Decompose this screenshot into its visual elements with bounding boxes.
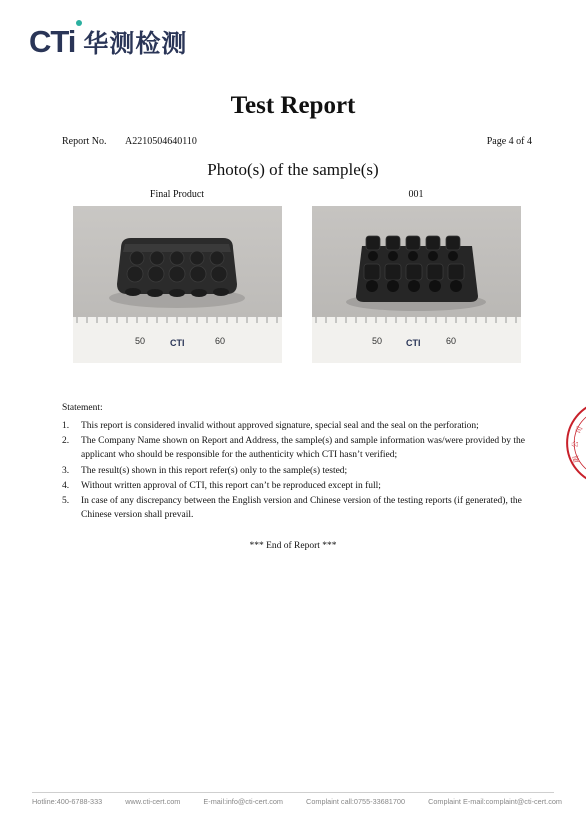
photo-caption-final-product: Final Product bbox=[149, 189, 205, 200]
footer-divider bbox=[32, 792, 554, 793]
footer-complaint-call: Complaint call:0755-33681700 bbox=[306, 797, 406, 806]
photo-caption-001: 001 bbox=[408, 189, 424, 200]
ruler-label-60: 60 bbox=[215, 336, 226, 346]
ruler-logo: CTI bbox=[406, 338, 421, 348]
statement-item-text: In case of any discrepancy between the English version and Chinese version of the testing reports (if generated), the Chinese version shall prevail. bbox=[81, 496, 522, 520]
statement-item-number: 5. bbox=[62, 496, 70, 506]
sample-photo-001 bbox=[312, 206, 521, 363]
footer-website[interactable]: www.cti-cert.com bbox=[125, 797, 181, 806]
company-seal-stamp bbox=[564, 398, 586, 488]
statement-item-number: 3. bbox=[62, 466, 70, 476]
ruler-label-50: 50 bbox=[135, 336, 146, 346]
ruler-label-50: 50 bbox=[372, 336, 383, 346]
report-no-value: A2210504640110 bbox=[125, 136, 197, 147]
svg-text:公: 公 bbox=[571, 440, 580, 449]
cti-logo bbox=[29, 24, 187, 60]
statement-item-number: 2. bbox=[62, 436, 70, 446]
statement-item-text: This report is considered invalid without approved signature, special seal and the seal on the perforation; bbox=[81, 421, 479, 431]
statement-item-text: Without written approval of CTI, this report can’t be reproduced except in full; bbox=[81, 481, 381, 491]
logo-latin: CTi bbox=[29, 24, 75, 60]
end-of-report: *** End of Report *** bbox=[249, 541, 337, 551]
footer-hotline: Hotline:400-6788-333 bbox=[32, 797, 103, 806]
footer bbox=[32, 797, 562, 806]
report-no-label: Report No. bbox=[62, 136, 107, 147]
ruler-label-60: 60 bbox=[446, 336, 457, 346]
page-indicator: Page 4 of 4 bbox=[486, 136, 532, 147]
statement-item-number: 4. bbox=[62, 481, 70, 491]
ruler-logo: CTI bbox=[170, 338, 185, 348]
statement-item-text: The Company Name shown on Report and Address, the sample(s) and sample information was/were provided by the applicant who should be responsible for the authenticity which CTI hasn’t verified; bbox=[81, 436, 526, 460]
svg-text:司: 司 bbox=[574, 425, 585, 435]
sample-photo-final-product bbox=[73, 206, 282, 363]
logo-dot bbox=[76, 20, 82, 26]
footer-complaint-email[interactable]: Complaint E-mail:complaint@cti-cert.com bbox=[428, 797, 562, 806]
footer-email[interactable]: E-mail:info@cti-cert.com bbox=[203, 797, 283, 806]
statement-item-number: 1. bbox=[62, 421, 70, 431]
svg-text:限: 限 bbox=[571, 454, 581, 464]
logo-chinese: 华测检测 bbox=[83, 29, 188, 58]
photos-section-title: Photo(s) of the sample(s) bbox=[207, 160, 379, 179]
statement-item-text: The result(s) shown in this report refer(s) only to the sample(s) tested; bbox=[81, 466, 348, 476]
report-title: Test Report bbox=[230, 92, 356, 119]
statement-heading: Statement: bbox=[62, 403, 103, 413]
